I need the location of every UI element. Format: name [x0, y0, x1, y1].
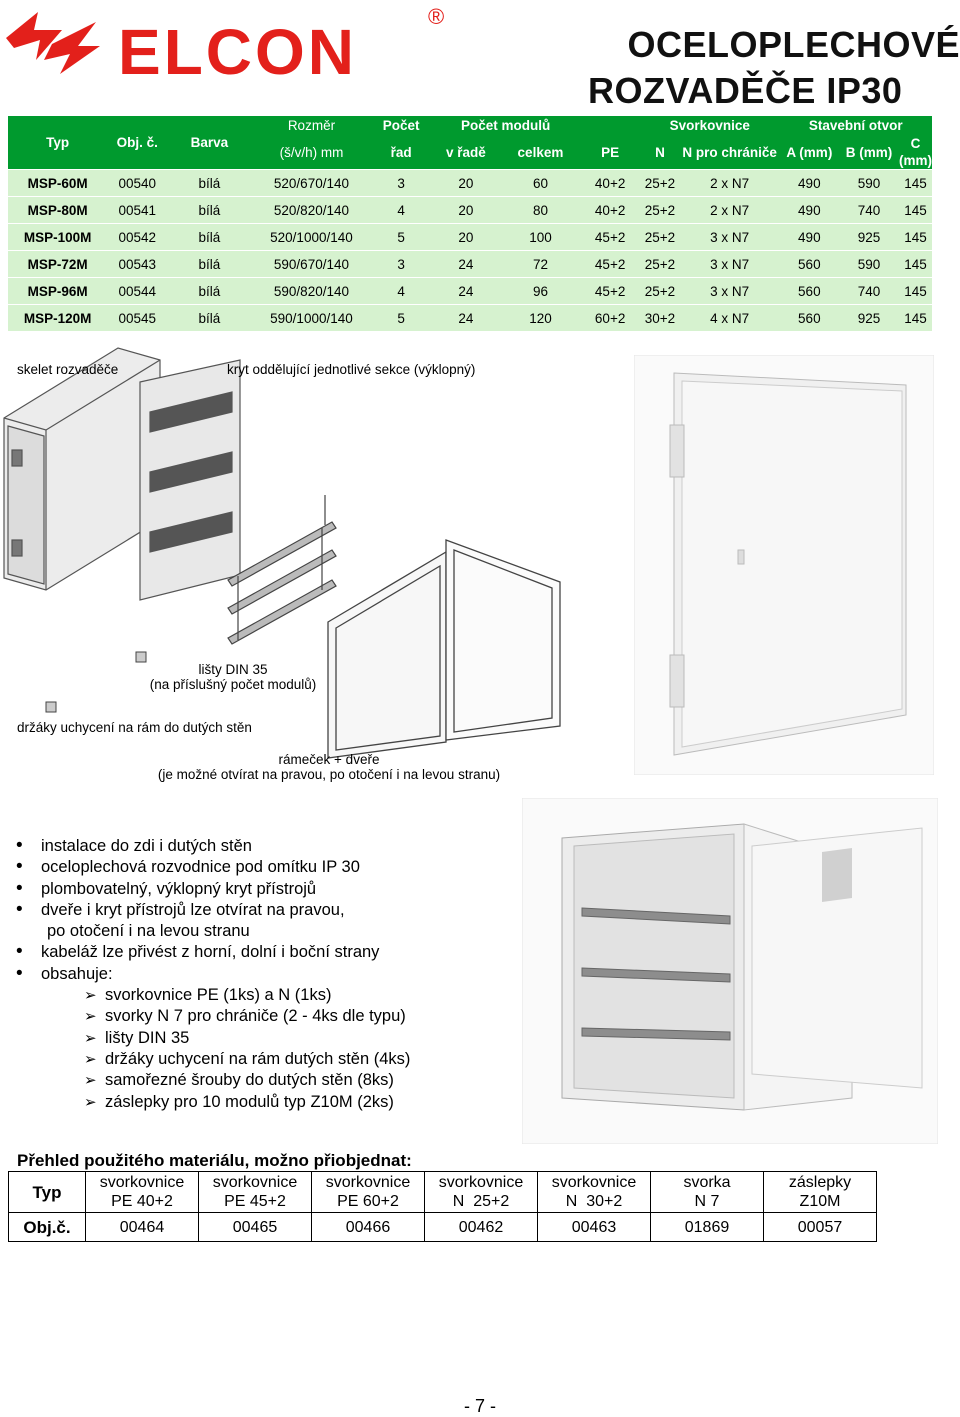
cell-rozmer: 590/1000/140 — [252, 305, 372, 332]
material-obj-cell: 00463 — [538, 1213, 651, 1242]
cell-vrade: 20 — [431, 224, 501, 251]
content-item: ➢ svorkovnice PE (1ks) a N (1ks) — [8, 985, 508, 1006]
col-n: N — [640, 135, 680, 170]
cell-rozmer: 590/820/140 — [252, 278, 372, 305]
cell-pe: 45+2 — [580, 224, 640, 251]
content-item: ➢ lišty DIN 35 — [8, 1028, 508, 1049]
material-type-line1: svorkovnice — [551, 1174, 637, 1191]
cell-rozmer: 520/820/140 — [252, 197, 372, 224]
material-type-cell — [199, 1172, 312, 1213]
feature-item: po otočení i na levou stranu — [47, 922, 250, 941]
col-pocet-line2: řad — [371, 135, 431, 170]
page-title-line2: ROZVADĚČE IP30 — [588, 70, 903, 111]
materials-obj-label: Obj.č. — [9, 1213, 86, 1242]
materials-title: Přehled použitého materiálu, možno přiobjednat: — [17, 1151, 412, 1170]
logo-graphic — [0, 0, 460, 85]
cell-typ: MSP-60M — [8, 170, 107, 197]
cell-rozmer: 520/670/140 — [252, 170, 372, 197]
material-type-cell — [425, 1172, 538, 1213]
page-number: - 7 - — [463, 1396, 496, 1416]
cell-obj: 00541 — [107, 197, 167, 224]
col-v-rade: v řadě — [431, 135, 501, 170]
material-type-line1: svorkovnice — [325, 1174, 411, 1191]
brand-wordmark: ELCON — [118, 16, 357, 85]
col-barva: Barva — [167, 116, 252, 170]
cell-pe: 45+2 — [580, 251, 640, 278]
col-stavebni: Stavební otvor — [779, 116, 932, 135]
col-rozmer-line2: (š/v/h) mm — [252, 135, 372, 170]
caption-listy-line2: (na příslušný počet modulů) — [149, 677, 317, 692]
cell-typ: MSP-96M — [8, 278, 107, 305]
material-type-line1: svorkovnice — [212, 1174, 298, 1191]
feature-list — [8, 836, 508, 1113]
closed-cabinet-illustration — [634, 355, 934, 775]
col-n-chranice: N pro chrániče — [680, 135, 780, 170]
cabinet-skeleton-drawing — [4, 348, 160, 590]
cell-barva: bílá — [167, 278, 252, 305]
cell-rad: 4 — [371, 278, 431, 305]
cell-obj: 00542 — [107, 224, 167, 251]
table-row — [8, 251, 932, 278]
caption-skelet: skelet rozvaděče — [17, 362, 119, 377]
material-type-cell — [312, 1172, 425, 1213]
feature-item: • plombovatelný, výklopný kryt přístrojů — [8, 879, 508, 900]
col-typ: Typ — [8, 116, 107, 170]
cell-c: 145 — [899, 224, 932, 251]
cell-c: 145 — [899, 278, 932, 305]
material-type-line2: N 7 — [694, 1193, 720, 1210]
material-obj-cell: 00462 — [425, 1213, 538, 1242]
cell-rad: 4 — [371, 197, 431, 224]
col-b: B (mm) — [839, 135, 899, 170]
materials-type-row — [9, 1172, 877, 1213]
col-moduly: Počet modulů — [431, 116, 580, 135]
material-obj-cell: 01869 — [651, 1213, 764, 1242]
content-item: ➢ držáky uchycení na rám dutých stěn (4ks) — [8, 1049, 508, 1070]
cell-typ: MSP-120M — [8, 305, 107, 332]
cell-nch: 4 x N7 — [680, 305, 780, 332]
caption-listy-line1: lišty DIN 35 — [198, 662, 268, 677]
materials-table — [8, 1171, 877, 1242]
cell-barva: bílá — [167, 251, 252, 278]
material-type-line1: svorkovnice — [438, 1174, 524, 1191]
table-row — [8, 278, 932, 305]
cell-c: 145 — [899, 305, 932, 332]
cell-rad: 5 — [371, 224, 431, 251]
col-celkem: celkem — [501, 135, 581, 170]
feature-item: • obsahuje: — [8, 964, 508, 985]
cell-barva: bílá — [167, 305, 252, 332]
cell-b: 925 — [839, 224, 899, 251]
cell-pe: 45+2 — [580, 278, 640, 305]
col-c: C (mm) — [898, 136, 932, 168]
cell-b: 740 — [839, 278, 899, 305]
cell-celkem: 72 — [501, 251, 581, 278]
material-type-line1: svorka — [683, 1174, 731, 1191]
cell-vrade: 20 — [431, 170, 501, 197]
content-item: ➢ samořezné šrouby do dutých stěn (8ks) — [8, 1070, 508, 1091]
cell-obj: 00545 — [107, 305, 167, 332]
cell-a: 490 — [779, 170, 839, 197]
cell-b: 590 — [839, 251, 899, 278]
cell-a: 490 — [779, 224, 839, 251]
cell-typ: MSP-80M — [8, 197, 107, 224]
material-type-line2: PE 40+2 — [111, 1193, 173, 1210]
material-type-line2: Z10M — [799, 1193, 841, 1210]
cell-vrade: 24 — [431, 305, 501, 332]
feature-item: • instalace do zdi i dutých stěn — [8, 836, 508, 857]
feature-item: • dveře i kryt přístrojů lze otvírat na pravou, — [8, 900, 508, 921]
cell-nch: 3 x N7 — [680, 224, 780, 251]
table-row — [8, 197, 932, 224]
material-type-line1: záslepky — [788, 1174, 852, 1191]
cell-nch: 2 x N7 — [680, 170, 780, 197]
cell-obj: 00543 — [107, 251, 167, 278]
material-obj-cell: 00057 — [764, 1213, 877, 1242]
material-obj-cell: 00466 — [312, 1213, 425, 1242]
material-type-line2: N 25+2 — [452, 1193, 510, 1210]
material-type-cell — [86, 1172, 199, 1213]
caption-ramecek — [146, 752, 512, 782]
cell-obj: 00544 — [107, 278, 167, 305]
cell-a: 560 — [779, 305, 839, 332]
cell-celkem: 96 — [501, 278, 581, 305]
cell-rad: 5 — [371, 305, 431, 332]
caption-listy — [143, 662, 323, 692]
caption-kryt: kryt oddělující jednotlivé sekce (výklopný) — [227, 362, 476, 377]
cell-rad: 3 — [371, 251, 431, 278]
cell-c: 145 — [899, 197, 932, 224]
brackets-drawing — [46, 652, 146, 712]
table-row — [8, 305, 932, 332]
cell-barva: bílá — [167, 170, 252, 197]
cell-vrade: 20 — [431, 197, 501, 224]
cell-c: 145 — [899, 251, 932, 278]
cell-b: 925 — [839, 305, 899, 332]
cell-typ: MSP-72M — [8, 251, 107, 278]
col-pocet-line1: Počet — [371, 116, 431, 135]
materials-obj-row — [9, 1213, 877, 1242]
cell-b: 740 — [839, 197, 899, 224]
cell-barva: bílá — [167, 224, 252, 251]
cell-a: 490 — [779, 197, 839, 224]
cell-obj: 00540 — [107, 170, 167, 197]
cell-rozmer: 520/1000/140 — [252, 224, 372, 251]
caption-ramecek-line1: rámeček + dveře — [278, 752, 380, 767]
cell-rad: 3 — [371, 170, 431, 197]
caption-ramecek-line2: (je možné otvírat na pravou, po otočení i na levou stranu) — [157, 767, 501, 782]
material-type-line2: PE 45+2 — [224, 1193, 286, 1210]
cell-vrade: 24 — [431, 251, 501, 278]
cell-n: 25+2 — [640, 251, 680, 278]
cell-vrade: 24 — [431, 278, 501, 305]
elcon-logo — [0, 0, 460, 85]
cell-typ: MSP-100M — [8, 224, 107, 251]
frame-door-drawing — [328, 540, 560, 758]
cell-celkem: 100 — [501, 224, 581, 251]
din-rails-drawing — [228, 495, 336, 644]
open-cabinet-illustration — [522, 798, 938, 1144]
material-type-line2: PE 60+2 — [337, 1193, 399, 1210]
page-title-line1: OCELOPLECHOVÉ — [627, 24, 960, 65]
content-item: ➢ záslepky pro 10 modulů typ Z10M (2ks) — [8, 1092, 508, 1113]
table-row — [8, 170, 932, 197]
material-type-line1: svorkovnice — [99, 1174, 185, 1191]
col-svorkovnice: Svorkovnice — [640, 116, 779, 135]
cell-celkem: 60 — [501, 170, 581, 197]
material-type-cell — [538, 1172, 651, 1213]
caption-drzaky: držáky uchycení na rám do dutých stěn — [17, 720, 252, 735]
material-type-line2: N 30+2 — [565, 1193, 623, 1210]
feature-item: • oceloplechová rozvodnice pod omítku IP 30 — [8, 857, 508, 878]
cell-pe: 60+2 — [580, 305, 640, 332]
feature-item: • kabeláž lze přivést z horní, dolní i boční strany — [8, 942, 508, 963]
cell-n: 25+2 — [640, 170, 680, 197]
material-obj-cell: 00464 — [86, 1213, 199, 1242]
material-obj-cell: 00465 — [199, 1213, 312, 1242]
cell-barva: bílá — [167, 197, 252, 224]
cell-n: 25+2 — [640, 224, 680, 251]
registered-mark: ® — [428, 4, 445, 29]
cell-pe: 40+2 — [580, 170, 640, 197]
cell-c: 145 — [899, 170, 932, 197]
cell-n: 25+2 — [640, 278, 680, 305]
table-row — [8, 224, 932, 251]
col-rozmer-line1: Rozměr — [252, 116, 372, 135]
cell-a: 560 — [779, 251, 839, 278]
col-pe: PE — [580, 135, 640, 170]
cell-nch: 2 x N7 — [680, 197, 780, 224]
cell-celkem: 80 — [501, 197, 581, 224]
cell-celkem: 120 — [501, 305, 581, 332]
spec-table — [8, 116, 932, 331]
col-obj: Obj. č. — [107, 116, 167, 170]
cell-pe: 40+2 — [580, 197, 640, 224]
cell-n: 25+2 — [640, 197, 680, 224]
cell-rozmer: 590/670/140 — [252, 251, 372, 278]
cell-nch: 3 x N7 — [680, 251, 780, 278]
section-cover-drawing — [140, 360, 240, 600]
col-a: A (mm) — [779, 135, 839, 170]
spec-header-row1 — [8, 116, 932, 135]
cell-nch: 3 x N7 — [680, 278, 780, 305]
content-item: ➢ svorky N 7 pro chrániče (2 - 4ks dle typu) — [8, 1006, 508, 1027]
cell-n: 30+2 — [640, 305, 680, 332]
materials-typ-label: Typ — [9, 1172, 86, 1213]
material-type-cell — [764, 1172, 877, 1213]
cell-b: 590 — [839, 170, 899, 197]
material-type-cell — [651, 1172, 764, 1213]
cell-a: 560 — [779, 278, 839, 305]
